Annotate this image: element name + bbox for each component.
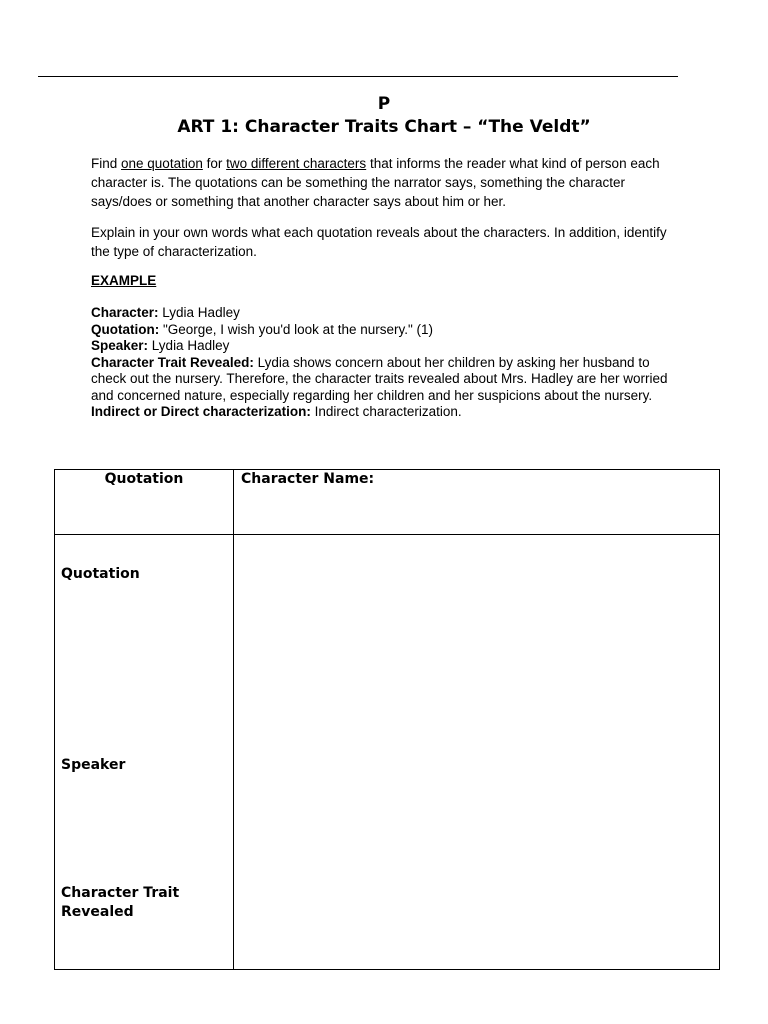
instructions-paragraph-1 <box>91 154 681 211</box>
example-quotation <box>91 322 681 339</box>
chart-label-speaker: Speaker <box>61 757 126 773</box>
chart-header-character-name: Character Name: <box>241 471 375 487</box>
example-trait <box>91 355 681 405</box>
chart-row-divider <box>55 534 719 535</box>
field-label: Character Trait Revealed: <box>91 354 254 370</box>
field-label: Quotation: <box>91 321 160 337</box>
instructions-text: for <box>202 156 227 171</box>
two-characters-text: two different characters <box>226 156 367 171</box>
field-value: Lydia Hadley <box>158 305 240 320</box>
example-block <box>91 305 681 421</box>
example-character <box>91 305 681 322</box>
page-title-line1: P <box>377 94 391 114</box>
character-traits-chart <box>54 469 720 970</box>
instructions-text: that informs the reader what kind of person each character is. The quotations can be something the narrator says, something the character says/does or something that another character says about him or her. <box>91 156 660 209</box>
field-value: Indirect characterization. <box>310 404 462 419</box>
field-value: "George, I wish you'd look at the nursery." (1) <box>159 321 434 337</box>
field-value: Lydia shows concern about her children by asking her husband to check out the nursery. Therefore, the character traits revealed about Mrs. Hadley are her worried and concerned nature, especially regarding her children and her suspicions about the nursery. <box>91 354 668 403</box>
example-heading: EXAMPLE <box>91 273 157 288</box>
field-label: Speaker: <box>91 338 149 353</box>
chart-column-divider <box>233 470 234 969</box>
chart-header-quotation: Quotation <box>104 471 184 487</box>
chart-label-trait-revealed: Character Trait Revealed <box>61 885 180 920</box>
example-characterization <box>91 404 681 421</box>
instructions-paragraph-2: Explain in your own words what each quotation reveals about the characters. In addition, identify the type of characterization. <box>91 225 667 259</box>
example-speaker <box>91 338 681 355</box>
field-label: Character: <box>91 305 159 320</box>
top-rule <box>38 76 678 77</box>
page-title-line2: ART 1: Character Traits Chart – “The Veldt” <box>177 117 591 137</box>
field-label: Indirect or Direct characterization: <box>91 404 311 419</box>
field-value: Lydia Hadley <box>148 338 230 353</box>
one-quotation-text: one quotation <box>121 156 203 171</box>
chart-label-quotation: Quotation <box>61 566 140 582</box>
instructions-text: Find <box>91 156 122 171</box>
